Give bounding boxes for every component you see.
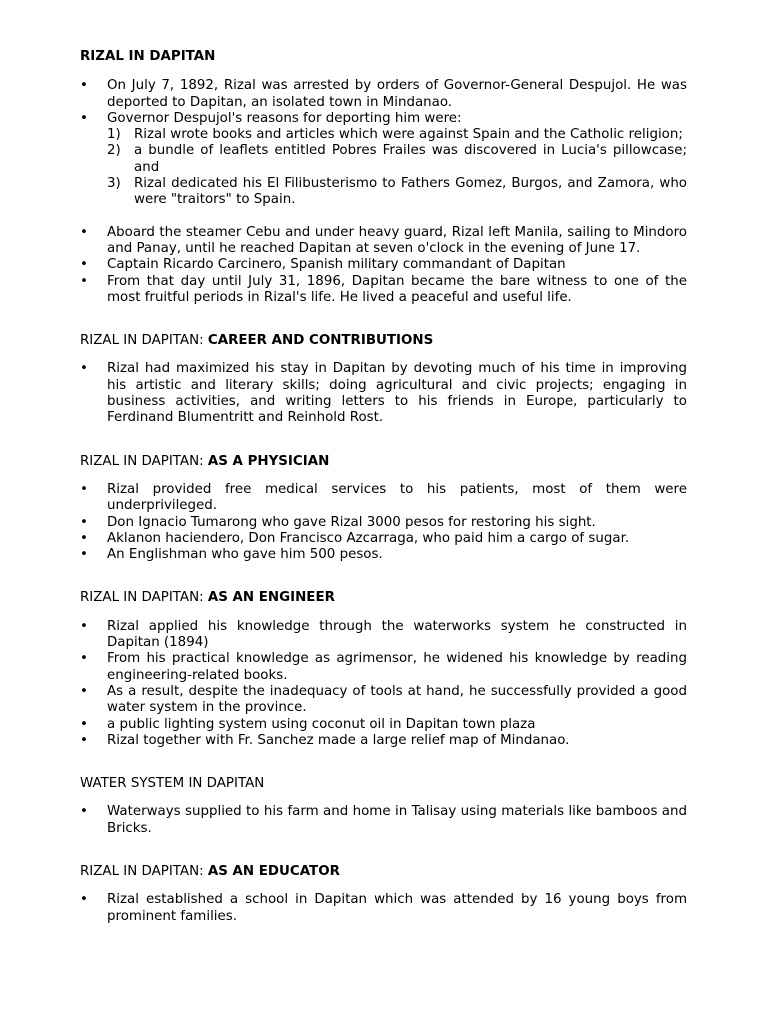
bullet-icon: • (80, 547, 88, 563)
bullet-icon: • (80, 618, 88, 634)
list-item: • On July 7, 1892, Rizal was arrested by orders of Governor-General Despujol. He was deported to Dapitan, an isolated town in Mindanao. (80, 78, 687, 110)
section-heading-career: RIZAL IN DAPITAN: CAREER AND CONTRIBUTIONS (80, 333, 434, 349)
list-item: • An Englishman who gave him 500 pesos. (80, 547, 383, 563)
list-item: • Governor Despujol's reasons for deporting him were: 1) Rizal wrote books and articles which were against Spain and the Catholic religion; 2) a bundle of leaflets entitled Pobres Frailes was discovered in Lucia's pillowcase; and 3) Rizal dedicated his El Filibusterismo to Fathers Gomez, Burgos, and Zamora, who were "traitors" to Spain. (80, 110, 687, 208)
bullet-icon: • (80, 683, 88, 699)
reasons-list (107, 127, 687, 208)
section-heading-engineer: RIZAL IN DAPITAN: AS AN ENGINEER (80, 590, 335, 606)
list-item: • From his practical knowledge as agrimensor, he widened his knowledge by reading engineering-related books. (80, 651, 687, 683)
bullet-icon: • (80, 732, 88, 748)
bullet-list (80, 804, 687, 837)
reason-item: 2) a bundle of leaflets entitled Pobres Frailes was discovered in Lucia's pillowcase; and (107, 143, 687, 175)
bullet-icon: • (80, 804, 88, 820)
list-item: • Don Ignacio Tumarong who gave Rizal 3000 pesos for restoring his sight. (80, 514, 596, 530)
reason-item: 3) Rizal dedicated his El Filibusterismo to Fathers Gomez, Burgos, and Zamora, who were "traitors" to Spain. (107, 176, 687, 208)
bullet-icon: • (80, 481, 88, 497)
bullet-list (80, 225, 687, 306)
bullet-list (80, 482, 687, 563)
list-item: • Aklanon haciendero, Don Francisco Azcarraga, who paid him a cargo of sugar. (80, 530, 630, 546)
list-item: • Waterways supplied to his farm and home in Talisay using materials like bamboos and Bricks. (80, 804, 687, 836)
list-item: • Rizal together with Fr. Sanchez made a large relief map of Mindanao. (80, 732, 570, 748)
bullet-icon: • (80, 78, 88, 94)
bullet-icon: • (80, 110, 88, 126)
list-item: • Aboard the steamer Cebu and under heavy guard, Rizal left Manila, sailing to Mindoro and Panay, until he reached Dapitan at seven o'clock in the evening of June 17. (80, 224, 687, 256)
list-item: • As a result, despite the inadequacy of tools at hand, he successfully provided a good water system in the province. (80, 683, 687, 716)
bullet-icon: • (80, 257, 88, 273)
list-item: • Captain Ricardo Carcinero, Spanish military commandant of Dapitan (80, 257, 566, 273)
bullet-list (80, 619, 687, 749)
list-item: • Rizal provided free medical services to his patients, most of them were underprivileged. (80, 481, 687, 514)
section-title-rizal-in-dapitan: RIZAL IN DAPITAN (80, 49, 216, 64)
bullet-icon: • (80, 716, 88, 732)
bullet-icon: • (80, 530, 88, 546)
bullet-list (80, 78, 687, 208)
bullet-icon: • (80, 273, 88, 289)
bullet-icon: • (80, 224, 88, 240)
bullet-icon: • (80, 892, 88, 908)
bullet-list (80, 892, 687, 925)
section-heading-physician: RIZAL IN DAPITAN: AS A PHYSICIAN (80, 453, 330, 469)
list-item: • From that day until July 31, 1896, Dapitan became the bare witness to one of the most fruitful periods in Rizal's life. He lived a peaceful and useful life. (80, 273, 687, 305)
document-page (80, 49, 687, 925)
list-item: • Rizal had maximized his stay in Dapitan by devoting much of his time in improving his artistic and literary skills; doing agricultural and civic projects; engaging in business activities, and writing letters to his friends in Europe, particularly to Ferdinand Blumentritt and Reinhold Rost. (80, 361, 687, 426)
bullet-icon: • (80, 514, 88, 530)
bullet-list (80, 361, 687, 426)
reason-item: 1) Rizal wrote books and articles which were against Spain and the Catholic religion; (107, 127, 683, 143)
list-item: • a public lighting system using coconut oil in Dapitan town plaza (80, 716, 536, 732)
bullet-icon: • (80, 361, 88, 377)
section-heading-educator: RIZAL IN DAPITAN: AS AN EDUCATOR (80, 863, 340, 879)
section-heading-water-system: WATER SYSTEM IN DAPITAN (80, 776, 265, 792)
bullet-icon: • (80, 651, 88, 667)
list-item: • Rizal established a school in Dapitan which was attended by 16 young boys from prominent families. (80, 892, 687, 924)
list-item: • Rizal applied his knowledge through the waterworks system he constructed in Dapitan (1894) (80, 618, 687, 651)
